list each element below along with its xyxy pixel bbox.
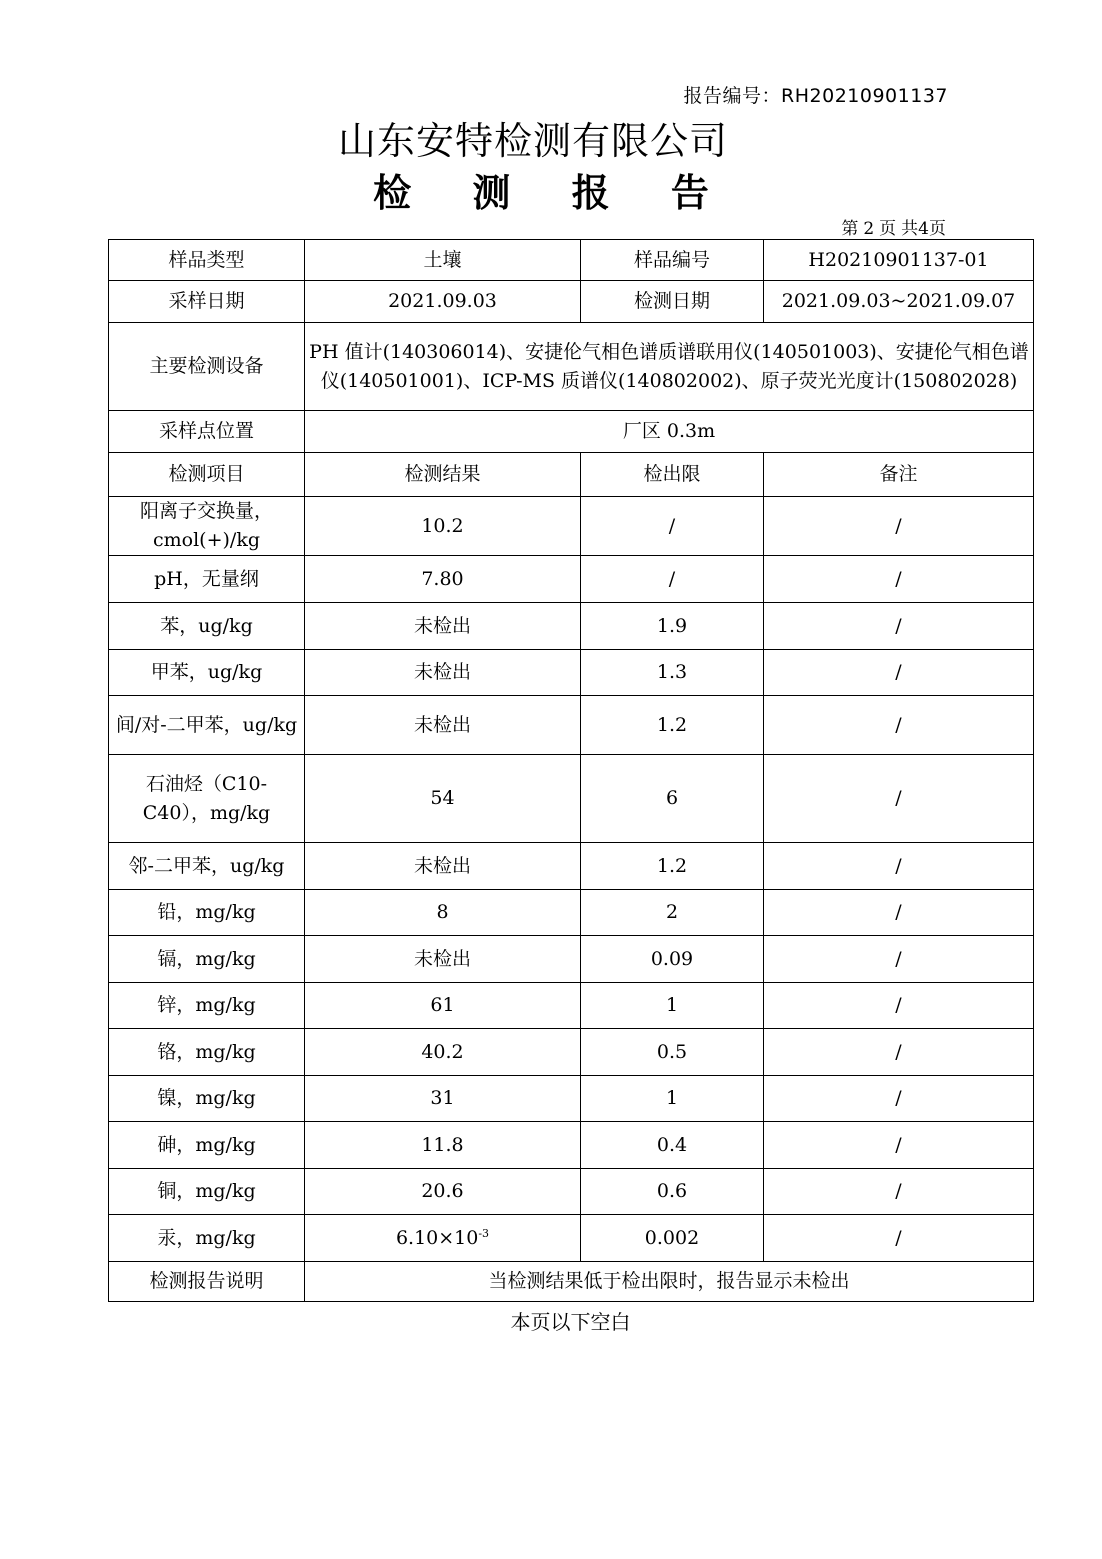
table-row bbox=[109, 497, 1034, 556]
column-header-remark: 备注 bbox=[764, 453, 1034, 497]
location-value: 厂区 0.3m bbox=[305, 411, 1034, 453]
remark: / bbox=[764, 936, 1034, 983]
table-row bbox=[109, 650, 1034, 696]
test-result: 31 bbox=[305, 1076, 581, 1122]
column-header-item: 检测项目 bbox=[109, 453, 305, 497]
table-row bbox=[109, 1029, 1034, 1076]
explanation-text: 当检测结果低于检出限时，报告显示未检出 bbox=[305, 1262, 1034, 1302]
explanation-label: 检测报告说明 bbox=[109, 1262, 305, 1302]
test-item: 石油烃（C10-C40），mg/kg bbox=[109, 755, 305, 843]
info-row-sample bbox=[109, 240, 1034, 281]
table-row bbox=[109, 556, 1034, 603]
sampling-date-label: 采样日期 bbox=[109, 281, 305, 323]
explanation-row bbox=[109, 1262, 1034, 1302]
report-number bbox=[684, 81, 948, 108]
table-row bbox=[109, 936, 1034, 983]
test-item: 甲苯，ug/kg bbox=[109, 650, 305, 696]
test-date-value: 2021.09.03~2021.09.07 bbox=[764, 281, 1034, 323]
column-header-result: 检测结果 bbox=[305, 453, 581, 497]
equipment-value: PH 值计(140306014)、安捷伦气相色谱质谱联用仪(140501003)、安捷伦气相色谱仪(140501001)、ICP-MS 质谱仪(140802002)、原子荧光光度计(150802028) bbox=[305, 323, 1034, 411]
info-row-location bbox=[109, 411, 1034, 453]
detection-limit: 1 bbox=[581, 983, 764, 1029]
page-total: 共4页 bbox=[901, 219, 946, 239]
detection-limit: 2 bbox=[581, 890, 764, 936]
document-title: 检 测 报 告 bbox=[373, 171, 733, 215]
test-result: 未检出 bbox=[305, 650, 581, 696]
table-row bbox=[109, 843, 1034, 890]
detection-limit: 1.2 bbox=[581, 696, 764, 755]
table-row bbox=[109, 1169, 1034, 1215]
report-number-label: 报告编号： bbox=[683, 85, 782, 107]
table-row bbox=[109, 890, 1034, 936]
detection-limit: 0.6 bbox=[581, 1169, 764, 1215]
location-label: 采样点位置 bbox=[109, 411, 305, 453]
detection-limit: 0.4 bbox=[581, 1122, 764, 1169]
blank-page-note: 本页以下空白 bbox=[510, 1310, 631, 1334]
test-item: 铜，mg/kg bbox=[109, 1169, 305, 1215]
result-exponent: -3 bbox=[478, 1226, 490, 1240]
remark: / bbox=[764, 696, 1034, 755]
test-item: 锌，mg/kg bbox=[109, 983, 305, 1029]
table-row bbox=[109, 1076, 1034, 1122]
page-indicator bbox=[836, 214, 946, 239]
page-number: 2 bbox=[863, 219, 875, 239]
result-base: 6.10×10 bbox=[395, 1226, 479, 1249]
remark: / bbox=[764, 556, 1034, 603]
remark: / bbox=[764, 890, 1034, 936]
table-row bbox=[109, 1215, 1034, 1262]
detection-limit: 1.2 bbox=[581, 843, 764, 890]
detection-limit: 0.5 bbox=[581, 1029, 764, 1076]
detection-limit: 1 bbox=[581, 1076, 764, 1122]
table-row bbox=[109, 1122, 1034, 1169]
detection-limit: 0.09 bbox=[581, 936, 764, 983]
remark: / bbox=[764, 1076, 1034, 1122]
detection-limit: / bbox=[581, 497, 764, 556]
test-item: 苯，ug/kg bbox=[109, 603, 305, 650]
remark: / bbox=[764, 1215, 1034, 1262]
test-result bbox=[305, 1215, 581, 1262]
test-item: 汞，mg/kg bbox=[109, 1215, 305, 1262]
test-result: 20.6 bbox=[305, 1169, 581, 1215]
test-item: 间/对-二甲苯，ug/kg bbox=[109, 696, 305, 755]
remark: / bbox=[764, 1169, 1034, 1215]
remark: / bbox=[764, 755, 1034, 843]
sample-type-label: 样品类型 bbox=[109, 240, 305, 281]
sample-number-value: H20210901137-01 bbox=[764, 240, 1034, 281]
table-row bbox=[109, 696, 1034, 755]
detection-limit: 1.9 bbox=[581, 603, 764, 650]
report-number-value: RH20210901137 bbox=[781, 85, 948, 107]
test-item: 铅，mg/kg bbox=[109, 890, 305, 936]
test-item: 铬，mg/kg bbox=[109, 1029, 305, 1076]
company-name: 山东安特检测有限公司 bbox=[337, 119, 728, 163]
remark: / bbox=[764, 650, 1034, 696]
test-result: 61 bbox=[305, 983, 581, 1029]
test-item: 阳离子交换量，cmol(+)/kg bbox=[109, 497, 305, 556]
test-result: 7.80 bbox=[305, 556, 581, 603]
remark: / bbox=[764, 983, 1034, 1029]
test-result: 10.2 bbox=[305, 497, 581, 556]
page-word-1: 第 bbox=[841, 219, 859, 239]
info-row-dates bbox=[109, 281, 1034, 323]
test-result: 11.8 bbox=[305, 1122, 581, 1169]
test-result: 8 bbox=[305, 890, 581, 936]
column-header-row bbox=[109, 453, 1034, 497]
report-table bbox=[108, 239, 1034, 1302]
test-result: 40.2 bbox=[305, 1029, 581, 1076]
table-row bbox=[109, 603, 1034, 650]
sampling-date-value: 2021.09.03 bbox=[305, 281, 581, 323]
remark: / bbox=[764, 1029, 1034, 1076]
test-item: 镍，mg/kg bbox=[109, 1076, 305, 1122]
sample-type-value: 土壤 bbox=[305, 240, 581, 281]
test-item: 镉，mg/kg bbox=[109, 936, 305, 983]
test-result: 未检出 bbox=[305, 696, 581, 755]
page-word-2: 页 bbox=[879, 219, 897, 239]
remark: / bbox=[764, 843, 1034, 890]
test-date-label: 检测日期 bbox=[581, 281, 764, 323]
remark: / bbox=[764, 1122, 1034, 1169]
test-item: 邻-二甲苯，ug/kg bbox=[109, 843, 305, 890]
detection-limit: 1.3 bbox=[581, 650, 764, 696]
remark: / bbox=[764, 603, 1034, 650]
detection-limit: 0.002 bbox=[581, 1215, 764, 1262]
remark: / bbox=[764, 497, 1034, 556]
test-result: 未检出 bbox=[305, 936, 581, 983]
test-result: 54 bbox=[305, 755, 581, 843]
test-result: 未检出 bbox=[305, 843, 581, 890]
table-row bbox=[109, 983, 1034, 1029]
detection-limit: / bbox=[581, 556, 764, 603]
test-item: pH，无量纲 bbox=[109, 556, 305, 603]
detection-limit: 6 bbox=[581, 755, 764, 843]
equipment-label: 主要检测设备 bbox=[109, 323, 305, 411]
column-header-limit: 检出限 bbox=[581, 453, 764, 497]
table-row bbox=[109, 755, 1034, 843]
sample-number-label: 样品编号 bbox=[581, 240, 764, 281]
test-item: 砷，mg/kg bbox=[109, 1122, 305, 1169]
info-row-equipment bbox=[109, 323, 1034, 411]
test-result: 未检出 bbox=[305, 603, 581, 650]
